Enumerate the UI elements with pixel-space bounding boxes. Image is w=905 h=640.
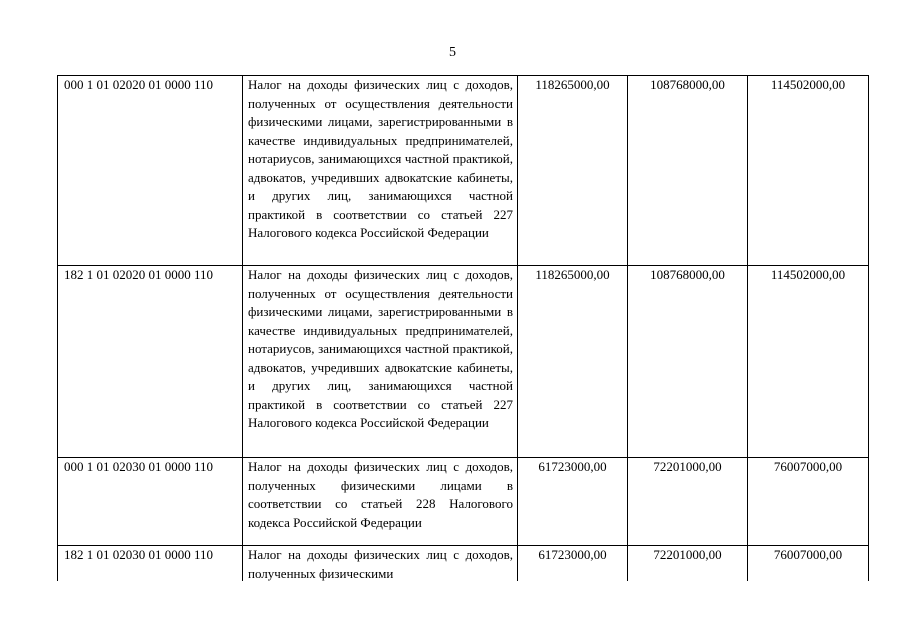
amount-year-2: 108768000,00 xyxy=(628,266,748,458)
table-row xyxy=(58,266,869,458)
revenue-name: Налог на доходы физических лиц с доходов, полученных физическими xyxy=(243,546,518,582)
revenue-name: Налог на доходы физических лиц с доходов, полученных физическими лицами в соответствии со статьей 228 Налогового кодекса Российской Федерации xyxy=(243,458,518,546)
table-row xyxy=(58,76,869,266)
amount-year-2: 72201000,00 xyxy=(628,546,748,582)
amount-year-1: 118265000,00 xyxy=(518,76,628,266)
amount-year-2: 72201000,00 xyxy=(628,458,748,546)
budget-classification-code: 182 1 01 02030 01 0000 110 xyxy=(58,546,243,582)
amount-year-1: 61723000,00 xyxy=(518,458,628,546)
table-row xyxy=(58,546,869,582)
table-row xyxy=(58,458,869,546)
budget-revenue-table xyxy=(57,75,869,581)
revenue-name: Налог на доходы физических лиц с доходов, полученных от осуществления деятельности физическими лицами, зарегистрированными в качестве индивидуальных предпринимателей, нотариусов, занимающихся частной практикой, адвокатов, учредивших адвокатские кабинеты, и других лиц, занимающихся частной практикой в соответствии со статьей 227 Налогового кодекса Российской Федерации xyxy=(243,266,518,458)
amount-year-1: 118265000,00 xyxy=(518,266,628,458)
amount-year-3: 114502000,00 xyxy=(748,76,869,266)
budget-classification-code: 000 1 01 02020 01 0000 110 xyxy=(58,76,243,266)
amount-year-3: 76007000,00 xyxy=(748,458,869,546)
budget-classification-code: 182 1 01 02020 01 0000 110 xyxy=(58,266,243,458)
table-viewport xyxy=(57,75,869,581)
budget-classification-code: 000 1 01 02030 01 0000 110 xyxy=(58,458,243,546)
amount-year-1: 61723000,00 xyxy=(518,546,628,582)
amount-year-3: 114502000,00 xyxy=(748,266,869,458)
page-number: 5 xyxy=(449,45,456,60)
revenue-name: Налог на доходы физических лиц с доходов, полученных от осуществления деятельности физическими лицами, зарегистрированными в качестве индивидуальных предпринимателей, нотариусов, занимающихся частной практикой, адвокатов, учредивших адвокатские кабинеты, и других лиц, занимающихся частной практикой в соответствии со статьей 227 Налогового кодекса Российской Федерации xyxy=(243,76,518,266)
amount-year-3: 76007000,00 xyxy=(748,546,869,582)
amount-year-2: 108768000,00 xyxy=(628,76,748,266)
